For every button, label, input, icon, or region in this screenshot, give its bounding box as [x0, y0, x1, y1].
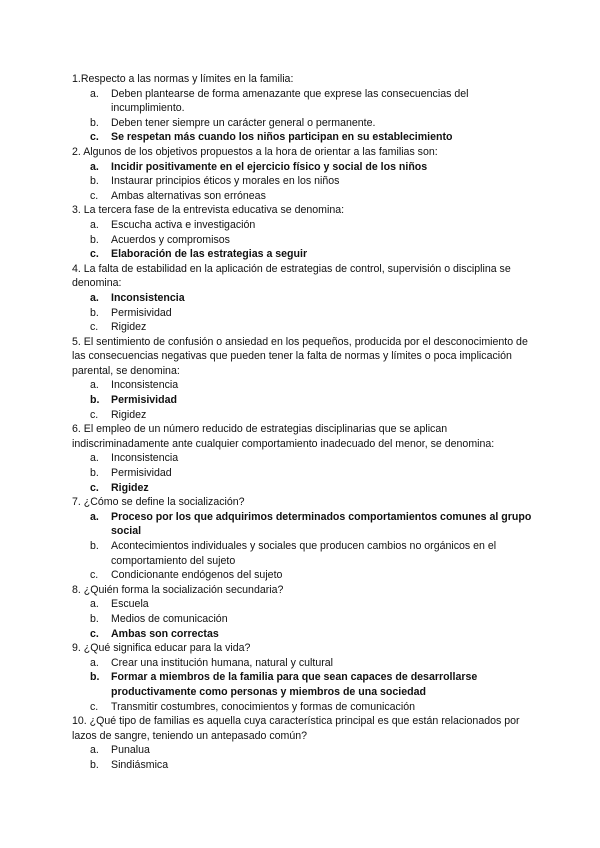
- question-text: 7. ¿Cómo se define la socialización?: [72, 496, 245, 509]
- quiz-content: [72, 72, 542, 773]
- option-letter: a.: [90, 379, 99, 392]
- option-text: Permisividad: [111, 306, 172, 319]
- option-letter: b.: [90, 175, 99, 188]
- option-letter: c.: [90, 321, 99, 334]
- answer-option: [72, 612, 542, 627]
- option-text: Inconsistencia: [111, 452, 179, 465]
- option-text: Punalua: [111, 744, 150, 757]
- answer-option: [72, 174, 542, 189]
- answer-option: [72, 320, 542, 335]
- option-letter: a.: [90, 160, 99, 173]
- answer-options: [72, 378, 542, 422]
- option-letter: a.: [90, 598, 99, 611]
- option-text: Ambas alternativas son erróneas: [111, 189, 266, 202]
- answer-option: [72, 233, 542, 248]
- option-letter: c.: [90, 131, 99, 144]
- question-block: [72, 495, 542, 583]
- answer-options: [72, 743, 542, 772]
- question-block: [72, 203, 542, 261]
- question-text: 2. Algunos de los objetivos propuestos a la hora de orientar a las familias son:: [72, 145, 438, 158]
- question-block: [72, 714, 542, 772]
- option-letter: c.: [90, 248, 99, 261]
- answer-option: [72, 700, 542, 715]
- option-letter: b.: [90, 394, 100, 407]
- option-letter: c.: [90, 408, 99, 421]
- answer-option-correct: [72, 247, 542, 262]
- option-text: Medios de comunicación: [111, 612, 228, 625]
- answer-options: [72, 597, 542, 641]
- option-letter: b.: [90, 671, 100, 684]
- answer-option-correct: [72, 130, 542, 145]
- option-text: Instaurar principios éticos y morales en los niños: [111, 175, 340, 188]
- option-letter: b.: [90, 233, 99, 246]
- option-letter: c.: [90, 627, 99, 640]
- option-letter: b.: [90, 116, 99, 129]
- option-letter: a.: [90, 744, 99, 757]
- question-text: 1.Respecto a las normas y límites en la familia:: [72, 73, 294, 85]
- answer-option: [72, 306, 542, 321]
- answer-options: [72, 160, 542, 204]
- question-text: 5. El sentimiento de confusión o ansiedad en los pequeños, producida por el desconocimiento de las consecuencias negativas que pueden tener la falta de normas y límites o poca implicación parental, se denomina:: [72, 335, 528, 377]
- answer-option-correct: [72, 393, 542, 408]
- answer-option: [72, 87, 542, 116]
- answer-option: [72, 656, 542, 671]
- option-letter: c.: [90, 700, 99, 713]
- option-text: Transmitir costumbres, conocimientos y formas de comunicación: [111, 700, 415, 713]
- option-text: Acuerdos y compromisos: [111, 233, 230, 246]
- option-letter: c.: [90, 481, 99, 494]
- answer-option: [72, 539, 542, 568]
- option-text: Deben plantearse de forma amenazante que exprese las consecuencias del incumplimiento.: [111, 87, 469, 115]
- option-text: Escuela: [111, 598, 149, 611]
- option-text: Crear una institución humana, natural y cultural: [111, 656, 333, 669]
- option-text: Se respetan más cuando los niños participan en su establecimiento: [111, 131, 453, 144]
- option-letter: b.: [90, 467, 99, 480]
- option-text: Sindiásmica: [111, 758, 169, 771]
- answer-option: [72, 408, 542, 423]
- option-letter: a.: [90, 510, 99, 523]
- option-text: Proceso por los que adquirimos determinados comportamientos comunes al grupo social: [111, 510, 532, 538]
- question-text: 10. ¿Qué tipo de familias es aquella cuya característica principal es que están relacionados por lazos de sangre, teniendo un antepasado común?: [72, 715, 520, 742]
- answer-option: [72, 758, 542, 773]
- option-letter: b.: [90, 612, 99, 625]
- answer-options: [72, 451, 542, 495]
- option-letter: a.: [90, 656, 99, 669]
- answer-option: [72, 218, 542, 233]
- question-block: [72, 583, 542, 641]
- option-text: Ambas son correctas: [111, 627, 219, 640]
- option-text: Inconsistencia: [111, 291, 185, 304]
- option-text: Inconsistencia: [111, 379, 179, 392]
- answer-option: [72, 597, 542, 612]
- question-text: 9. ¿Qué significa educar para la vida?: [72, 642, 251, 655]
- option-text: Permisividad: [111, 467, 172, 480]
- answer-option-correct: [72, 510, 542, 539]
- answer-options: [72, 656, 542, 714]
- option-letter: c.: [90, 569, 99, 582]
- option-text: Condicionante endógenos del sujeto: [111, 569, 283, 582]
- option-text: Incidir positivamente en el ejercicio físico y social de los niños: [111, 160, 428, 173]
- question-block: [72, 145, 542, 203]
- option-text: Permisividad: [111, 394, 177, 407]
- option-text: Formar a miembros de la familia para que sean capaces de desarrollarse productivamente como personas y miembros de una sociedad: [111, 671, 478, 698]
- answer-option: [72, 378, 542, 393]
- question-text: 3. La tercera fase de la entrevista educativa se denomina:: [72, 204, 345, 217]
- answer-option: [72, 189, 542, 204]
- answer-option-correct: [72, 291, 542, 306]
- answer-option: [72, 568, 542, 583]
- question-block: [72, 262, 542, 335]
- question-block: [72, 335, 542, 423]
- question-text: 8. ¿Quién forma la socialización secundaria?: [72, 583, 284, 596]
- question-block: [72, 641, 542, 714]
- answer-option-correct: [72, 670, 542, 699]
- option-text: Rigidez: [111, 481, 149, 494]
- answer-option: [72, 116, 542, 131]
- answer-option-correct: [72, 160, 542, 175]
- option-letter: a.: [90, 218, 99, 231]
- answer-option-correct: [72, 481, 542, 496]
- option-letter: b.: [90, 758, 99, 771]
- option-text: Rigidez: [111, 408, 147, 421]
- answer-options: [72, 291, 542, 335]
- answer-option: [72, 451, 542, 466]
- option-text: Deben tener siempre un carácter general o permanente.: [111, 116, 376, 129]
- answer-options: [72, 510, 542, 583]
- question-text: 6. El empleo de un número reducido de estrategias disciplinarias que se aplican indiscriminadamente ante cualquier comportamiento inadecuado del menor, se denomina:: [72, 423, 495, 450]
- answer-option: [72, 743, 542, 758]
- question-block: [72, 422, 542, 495]
- question-text: 4. La falta de estabilidad en la aplicación de estrategias de control, supervisión o disciplina se denomina:: [72, 262, 511, 290]
- option-text: Elaboración de las estrategias a seguir: [111, 248, 308, 261]
- option-text: Escucha activa e investigación: [111, 218, 256, 231]
- option-letter: b.: [90, 306, 99, 319]
- answer-options: [72, 218, 542, 262]
- answer-options: [72, 87, 542, 145]
- option-letter: a.: [90, 452, 99, 465]
- option-text: Rigidez: [111, 321, 147, 334]
- option-letter: a.: [90, 291, 99, 304]
- option-letter: b.: [90, 540, 99, 552]
- answer-option: [72, 466, 542, 481]
- option-letter: c.: [90, 189, 99, 202]
- option-letter: a.: [90, 87, 99, 100]
- answer-option-correct: [72, 627, 542, 642]
- option-text: Acontecimientos individuales y sociales que producen cambios no orgánicos en el comportamiento del sujeto: [111, 540, 497, 567]
- question-block: [72, 72, 542, 145]
